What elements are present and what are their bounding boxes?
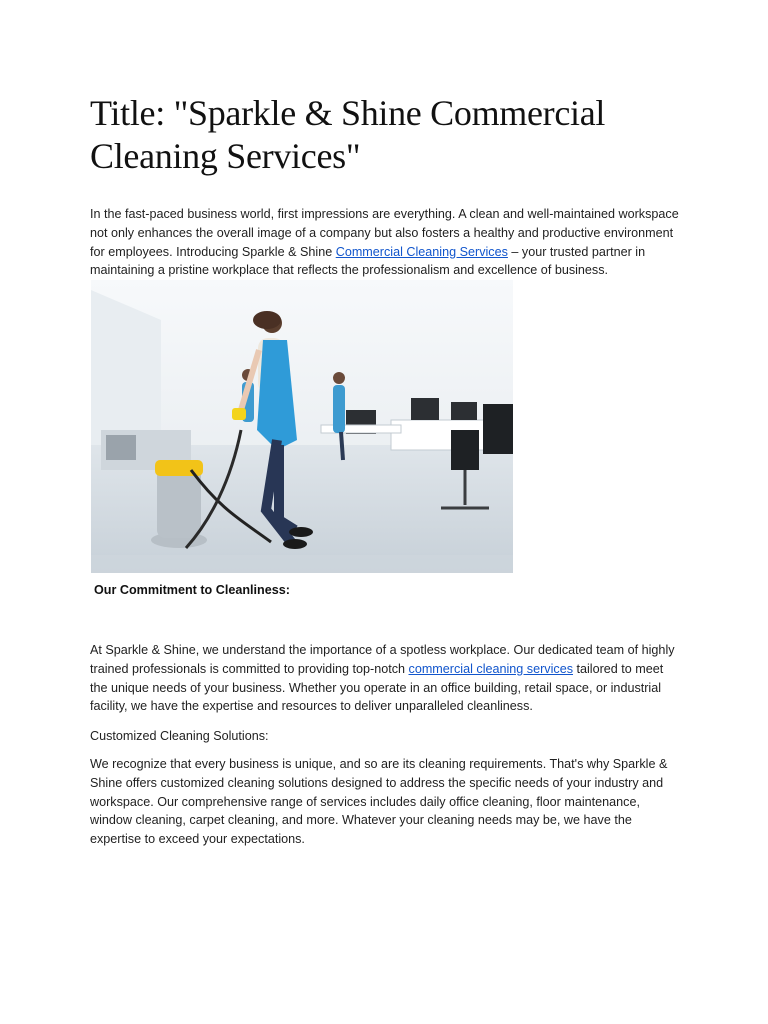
- intro-link[interactable]: Commercial Cleaning Services: [335, 244, 508, 259]
- commitment-heading: Our Commitment to Cleanliness:: [94, 583, 290, 597]
- intro-text-end: – your trusted partner in maintaining a pristine workplace that reflects the professionalism and excellence of business.: [90, 244, 646, 278]
- solutions-paragraph: We recognize that every business is unique, and so are its cleaning requirements. That's why Sparkle & Shine offers customized cleaning solutions designed to address the specific needs of your industry and workspace. Our comprehensive range of services includes daily office cleaning, floor maintenance, window cleaning, carpet cleaning, and more. Whatever your cleaning needs may be, we have the expertise to exceed your expectations.: [90, 757, 668, 847]
- hero-image: [91, 280, 513, 573]
- commitment-link[interactable]: commercial cleaning services: [408, 661, 573, 676]
- solutions-heading: Customized Cleaning Solutions:: [90, 729, 269, 743]
- commitment-text-end: tailored to meet the unique needs of your business. Whether you operate in an office building, retail space, or industrial facility, we have the expertise and resources to deliver unparalleled cleanliness.: [90, 661, 664, 714]
- page-title: Title: "Sparkle & Shine Commercial Cleaning Services": [90, 93, 606, 176]
- intro-text-start: In the fast-paced business world, first impressions are everything. A clean and well-maintained workspace not only enhances the overall image of a company but also fosters a healthy and productive environment for employees. Introducing Sparkle & Shine: [90, 207, 679, 259]
- commitment-paragraph: [90, 641, 680, 716]
- cleaning-staff-photo-icon: [91, 280, 513, 573]
- intro-paragraph: [90, 205, 680, 280]
- commitment-text-start: At Sparkle & Shine, we understand the importance of a spotless workplace. Our dedicated team of highly trained professionals is committed to providing top-notch: [90, 643, 675, 676]
